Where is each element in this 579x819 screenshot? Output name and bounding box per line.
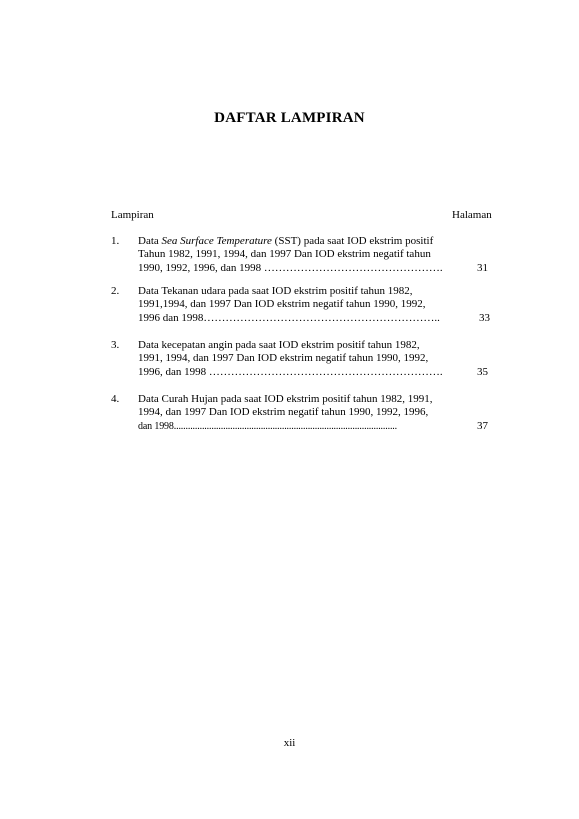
entry-number: 4. bbox=[111, 393, 120, 405]
entry-page-number: 33 bbox=[479, 312, 490, 324]
entry-line: 1996, dan 1998 ………………………………………………………. bbox=[138, 366, 443, 378]
entry-line: 1991,1994, dan 1997 Dan IOD ekstrim negatif tahun 1990, 1992, bbox=[138, 298, 426, 310]
entry-page-number: 31 bbox=[477, 262, 488, 274]
entry-line: Tahun 1982, 1991, 1994, dan 1997 Dan IOD ekstrim negatif tahun bbox=[138, 248, 431, 260]
entry-number: 1. bbox=[111, 235, 120, 247]
entry-number: 3. bbox=[111, 339, 120, 351]
page-title: DAFTAR LAMPIRAN bbox=[214, 110, 365, 126]
entry-line: 1996 dan 1998……………………………………………………….. bbox=[138, 312, 440, 324]
entry-line: 1994, dan 1997 Dan IOD ekstrim negatif tahun 1990, 1992, 1996, bbox=[138, 406, 429, 418]
entry-line: Data kecepatan angin pada saat IOD ekstrim positif tahun 1982, bbox=[138, 339, 420, 351]
entry-line: Data Curah Hujan pada saat IOD ekstrim positif tahun 1982, 1991, bbox=[138, 393, 433, 405]
entry-line: dan 1998............................................................................................... bbox=[138, 421, 397, 432]
entry-line: 1991, 1994, dan 1997 Dan IOD ekstrim negatif tahun 1990, 1992, bbox=[138, 352, 429, 364]
entry-line: Data Sea Surface Temperature (SST) pada saat IOD ekstrim positif bbox=[138, 235, 434, 247]
entry-number: 2. bbox=[111, 285, 120, 297]
entry-page-number: 35 bbox=[477, 366, 488, 378]
entry-line: 1990, 1992, 1996, dan 1998 …………………………………………. bbox=[138, 262, 443, 274]
column-header-lampiran: Lampiran bbox=[111, 209, 154, 221]
entry-page-number: 37 bbox=[477, 420, 488, 432]
column-header-halaman: Halaman bbox=[452, 209, 492, 221]
entry-line: Data Tekanan udara pada saat IOD ekstrim positif tahun 1982, bbox=[138, 285, 413, 297]
footer-page-number: xii bbox=[283, 737, 296, 749]
